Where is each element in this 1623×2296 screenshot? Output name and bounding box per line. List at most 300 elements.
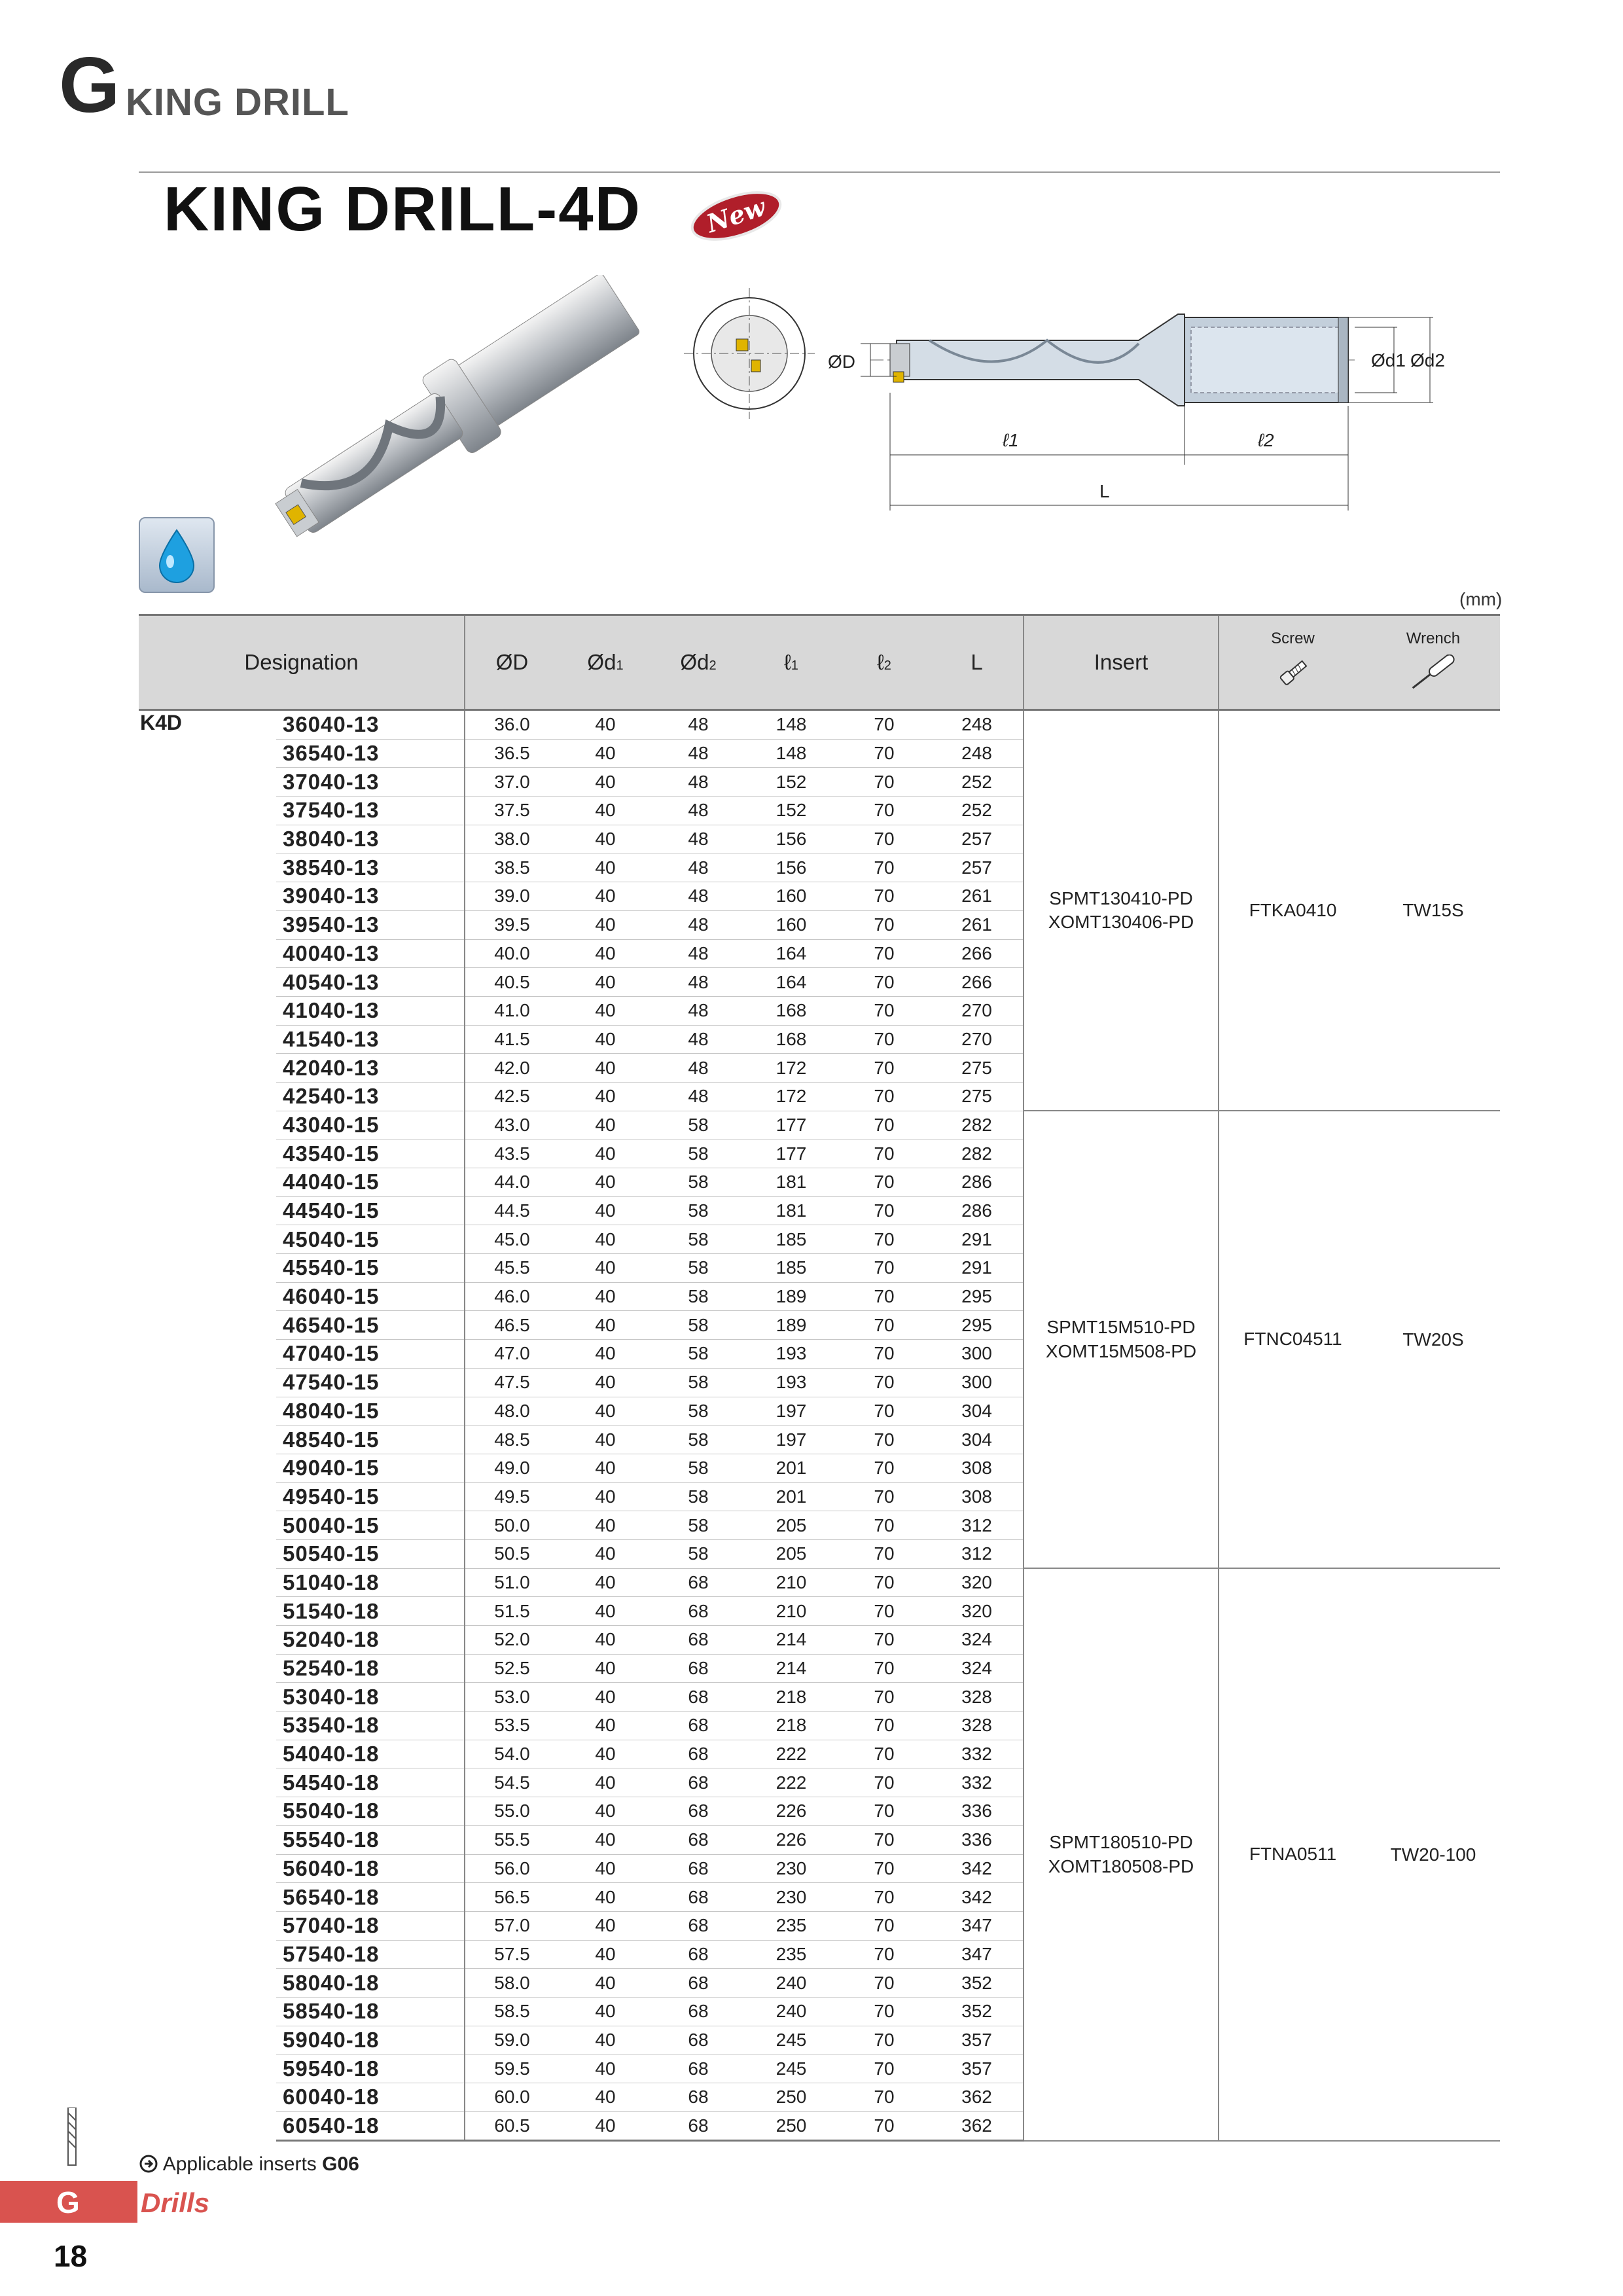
cell-d1: 40 [559,853,652,882]
cell-l1: 197 [745,1397,838,1426]
cell-l1: 230 [745,1854,838,1883]
insert-code: XOMT15M508-PD [1045,1340,1197,1361]
cell-L: 252 [931,768,1024,797]
cell-designation: 37540-13 [276,797,465,825]
cell-D: 42.0 [465,1054,559,1083]
cell-l2: 70 [838,2054,931,2083]
cell-designation: 47540-15 [276,1368,465,1397]
cell-d1: 40 [559,968,652,997]
cell-designation: 54040-18 [276,1740,465,1768]
arrow-circle-icon [139,2154,158,2174]
cell-d1: 40 [559,1397,652,1426]
applicable-inserts-note[interactable] [139,2153,359,2176]
cell-D: 46.0 [465,1282,559,1311]
cell-d2: 58 [652,1340,745,1369]
cell-L: 282 [931,1111,1024,1139]
cell-d1: 40 [559,1654,652,1683]
cell-designation: 53040-18 [276,1683,465,1712]
cell-l2: 70 [838,1397,931,1426]
cell-designation: 43540-15 [276,1139,465,1168]
cell-l2: 70 [838,1712,931,1740]
cell-l1: 164 [745,968,838,997]
cell-l1: 245 [745,2026,838,2054]
drawing-label-l2: ℓ2 [1258,430,1274,450]
cell-l1: 168 [745,996,838,1025]
cell-d1: 40 [559,1111,652,1139]
cell-L: 300 [931,1368,1024,1397]
cell-d2: 68 [652,1825,745,1854]
cell-d2: 48 [652,1054,745,1083]
cell-d1: 40 [559,882,652,911]
cell-L: 261 [931,910,1024,939]
cell-L: 282 [931,1139,1024,1168]
cell-d2: 68 [652,1997,745,2026]
cell-d2: 58 [652,1111,745,1139]
insert-cell [1024,1568,1219,2141]
cell-l2: 70 [838,1426,931,1454]
cell-l1: 152 [745,768,838,797]
cell-designation: 43040-15 [276,1111,465,1139]
cell-d1: 40 [559,1139,652,1168]
cell-L: 352 [931,1997,1024,2026]
cell-L: 261 [931,882,1024,911]
cell-l2: 70 [838,1940,931,1969]
section-tab-letter: G [56,2185,80,2219]
cell-l2: 70 [838,1196,931,1225]
cell-l1: 185 [745,1254,838,1283]
cell-D: 49.0 [465,1454,559,1482]
drawing-label-d1: Ød1 [1371,350,1406,370]
cell-l2: 70 [838,1225,931,1254]
cell-d2: 58 [652,1311,745,1340]
cell-L: 332 [931,1740,1024,1768]
cell-l1: 193 [745,1368,838,1397]
cell-d1: 40 [559,710,652,740]
cell-L: 336 [931,1797,1024,1826]
cell-L: 347 [931,1911,1024,1940]
cell-l2: 70 [838,825,931,853]
cell-d2: 68 [652,1654,745,1683]
insert-cell [1024,710,1219,1111]
cell-l2: 70 [838,1111,931,1139]
cell-designation: 59540-18 [276,2054,465,2083]
cell-l2: 70 [838,2026,931,2054]
cell-designation: 56540-18 [276,1883,465,1912]
cell-l2: 70 [838,1025,931,1054]
cell-l2: 70 [838,1254,931,1283]
cell-d1: 40 [559,1340,652,1369]
screw-code: FTNA0511 [1219,1568,1366,2141]
cell-designation: 52040-18 [276,1626,465,1655]
drawing-label-D: ØD [828,351,855,372]
cell-d1: 40 [559,1712,652,1740]
cell-L: 320 [931,1597,1024,1626]
cell-d1: 40 [559,996,652,1025]
cell-D: 53.0 [465,1683,559,1712]
cell-l1: 172 [745,1082,838,1111]
cell-l1: 148 [745,739,838,768]
cell-l1: 218 [745,1683,838,1712]
header-l1-label: ℓ [784,650,791,674]
drill-side-icon [64,2108,80,2166]
screw-code: FTNC04511 [1219,1111,1366,1568]
drawing-label-d2: Ød2 [1410,350,1445,370]
cell-l1: 205 [745,1511,838,1540]
header-wrench-label: Wrench [1406,629,1461,647]
insert-code: SPMT130410-PD [1049,888,1193,908]
cell-L: 357 [931,2026,1024,2054]
cell-l1: 185 [745,1225,838,1254]
cell-designation: 40040-13 [276,939,465,968]
cell-D: 49.5 [465,1482,559,1511]
cell-D: 58.5 [465,1997,559,2026]
screw-code: FTKA0410 [1219,710,1366,1111]
cell-l2: 70 [838,882,931,911]
unit-label: (mm) [1459,589,1503,609]
cell-designation: 36540-13 [276,739,465,768]
cell-L: 270 [931,1025,1024,1054]
cell-l2: 70 [838,1997,931,2026]
cell-designation: 42040-13 [276,1054,465,1083]
cell-d2: 48 [652,853,745,882]
wrench-code: TW20-100 [1366,1568,1500,2141]
cell-l2: 70 [838,1539,931,1568]
cell-designation: 38040-13 [276,825,465,853]
cell-L: 295 [931,1311,1024,1340]
cell-l1: 189 [745,1311,838,1340]
cell-designation: 50540-15 [276,1539,465,1568]
cell-d1: 40 [559,1426,652,1454]
cell-d2: 68 [652,1597,745,1626]
cell-d2: 68 [652,2111,745,2141]
cell-designation: 49540-15 [276,1482,465,1511]
cell-d2: 68 [652,1740,745,1768]
header-l2-sub: 2 [883,658,891,673]
cell-d2: 68 [652,1969,745,1998]
cell-D: 37.5 [465,797,559,825]
cell-d2: 68 [652,1883,745,1912]
cell-d1: 40 [559,1854,652,1883]
cell-L: 320 [931,1568,1024,1597]
cell-L: 352 [931,1969,1024,1998]
cell-L: 300 [931,1340,1024,1369]
cell-l1: 250 [745,2083,838,2112]
cell-d1: 40 [559,1025,652,1054]
cell-designation: 44040-15 [276,1168,465,1197]
cell-designation: 59040-18 [276,2026,465,2054]
cell-D: 59.0 [465,2026,559,2054]
cell-l1: 189 [745,1282,838,1311]
cell-l1: 240 [745,1997,838,2026]
cell-designation: 46040-15 [276,1282,465,1311]
cell-d2: 68 [652,1797,745,1826]
cell-d1: 40 [559,1539,652,1568]
cell-l1: 226 [745,1825,838,1854]
header-l2-label: ℓ [877,650,884,674]
cell-l2: 70 [838,1454,931,1482]
cell-designation: 54540-18 [276,1768,465,1797]
cell-d1: 40 [559,797,652,825]
technical-drawing [681,262,1479,524]
cell-d2: 68 [652,1712,745,1740]
cell-D: 41.0 [465,996,559,1025]
cell-d2: 58 [652,1254,745,1283]
insert-code: XOMT130406-PD [1048,912,1194,933]
cell-d1: 40 [559,939,652,968]
cell-l1: 160 [745,882,838,911]
cell-d2: 48 [652,968,745,997]
cell-l2: 70 [838,1168,931,1197]
cell-l1: 235 [745,1940,838,1969]
cell-l2: 70 [838,1139,931,1168]
cell-l1: 181 [745,1168,838,1197]
cell-l2: 70 [838,1768,931,1797]
cell-L: 275 [931,1054,1024,1083]
cell-d1: 40 [559,1911,652,1940]
section-letter: G [59,41,120,129]
cell-l1: 156 [745,853,838,882]
cell-d2: 48 [652,710,745,740]
header-L: L [931,615,1024,710]
cell-d1: 40 [559,1282,652,1311]
cell-d2: 68 [652,1568,745,1597]
table-row [139,1568,1500,1597]
cell-designation: 48040-15 [276,1397,465,1426]
header-designation: Designation [139,615,465,710]
cell-d1: 40 [559,1168,652,1197]
cell-D: 47.5 [465,1368,559,1397]
cell-designation: 55540-18 [276,1825,465,1854]
cell-D: 45.5 [465,1254,559,1283]
cell-l2: 70 [838,1311,931,1340]
cell-d2: 48 [652,1025,745,1054]
cell-L: 270 [931,996,1024,1025]
cell-D: 54.5 [465,1768,559,1797]
drawing-label-L: L [1099,481,1110,501]
cell-l2: 70 [838,1597,931,1626]
series-label: K4D [140,711,183,734]
cell-d2: 48 [652,825,745,853]
cell-d1: 40 [559,1969,652,1998]
cell-d1: 40 [559,1683,652,1712]
cell-designation: 39540-13 [276,910,465,939]
cell-d1: 40 [559,1254,652,1283]
cell-d1: 40 [559,1311,652,1340]
cell-D: 55.5 [465,1825,559,1854]
cell-D: 50.0 [465,1511,559,1540]
cell-D: 52.0 [465,1626,559,1655]
cell-d1: 40 [559,1368,652,1397]
cell-l1: 177 [745,1139,838,1168]
cell-d1: 40 [559,825,652,853]
cell-d1: 40 [559,910,652,939]
cell-l2: 70 [838,1511,931,1540]
header-d2-sub: 2 [709,658,717,673]
header-d1-sub: 1 [616,658,624,673]
cell-d2: 58 [652,1168,745,1197]
insert-code: SPMT180510-PD [1049,1832,1193,1853]
cell-l2: 70 [838,2083,931,2112]
cell-l2: 70 [838,1568,931,1597]
wrench-code: TW15S [1366,710,1500,1111]
cell-l1: 214 [745,1654,838,1683]
cell-d1: 40 [559,1997,652,2026]
cell-L: 304 [931,1397,1024,1426]
cell-D: 51.5 [465,1597,559,1626]
cell-d2: 58 [652,1139,745,1168]
cell-D: 60.5 [465,2111,559,2141]
cell-l2: 70 [838,1654,931,1683]
cell-D: 40.5 [465,968,559,997]
wrench-icon [1404,655,1463,691]
cell-d2: 68 [652,1683,745,1712]
cell-l1: 177 [745,1111,838,1139]
header-l1-sub: 1 [791,658,798,673]
cell-L: 342 [931,1854,1024,1883]
cell-d1: 40 [559,1454,652,1482]
cell-d1: 40 [559,2054,652,2083]
cell-designation: 56040-18 [276,1854,465,1883]
header-D: ØD [465,615,559,710]
cell-designation: 48540-15 [276,1426,465,1454]
header-l1 [745,615,838,710]
cell-designation: 53540-18 [276,1712,465,1740]
cell-designation: 57540-18 [276,1940,465,1969]
cell-d2: 58 [652,1482,745,1511]
cell-l2: 70 [838,1683,931,1712]
applicable-inserts-label: Applicable inserts [162,2153,317,2175]
cell-L: 248 [931,739,1024,768]
cell-l2: 70 [838,710,931,740]
drawing-label-l1: ℓ1 [1003,430,1019,450]
cell-D: 37.0 [465,768,559,797]
cell-L: 362 [931,2111,1024,2141]
header-divider [139,171,1500,173]
header-l2 [838,615,931,710]
cell-d1: 40 [559,1482,652,1511]
cell-L: 291 [931,1254,1024,1283]
cell-d2: 58 [652,1511,745,1540]
cell-D: 43.0 [465,1111,559,1139]
cell-d2: 68 [652,1940,745,1969]
cell-l2: 70 [838,910,931,939]
cell-designation: 47040-15 [276,1340,465,1369]
cell-d1: 40 [559,1196,652,1225]
drill-photo [229,275,687,550]
coolant-through-icon [139,517,215,593]
cell-l1: 226 [745,1797,838,1826]
cell-l2: 70 [838,1883,931,1912]
header-screw-label: Screw [1271,629,1315,647]
cell-D: 56.0 [465,1854,559,1883]
cell-l1: 230 [745,1883,838,1912]
cell-designation: 39040-13 [276,882,465,911]
cell-designation: 41540-13 [276,1025,465,1054]
cell-d2: 68 [652,1768,745,1797]
cell-d1: 40 [559,1511,652,1540]
cell-l2: 70 [838,739,931,768]
cell-d2: 58 [652,1426,745,1454]
cell-D: 40.0 [465,939,559,968]
cell-l1: 245 [745,2054,838,2083]
cell-L: 312 [931,1539,1024,1568]
cell-l1: 152 [745,797,838,825]
cell-L: 308 [931,1454,1024,1482]
cell-d1: 40 [559,2111,652,2141]
cell-L: 266 [931,939,1024,968]
cell-L: 286 [931,1168,1024,1197]
cell-d2: 48 [652,996,745,1025]
header-wrench [1366,615,1500,710]
cell-L: 286 [931,1196,1024,1225]
cell-l1: 250 [745,2111,838,2141]
cell-d2: 48 [652,939,745,968]
cell-L: 295 [931,1282,1024,1311]
cell-d1: 40 [559,1740,652,1768]
cell-D: 38.5 [465,853,559,882]
cell-l1: 168 [745,1025,838,1054]
cell-D: 39.5 [465,910,559,939]
cell-designation: 44540-15 [276,1196,465,1225]
cell-d1: 40 [559,2083,652,2112]
cell-d1: 40 [559,1825,652,1854]
cell-D: 41.5 [465,1025,559,1054]
cell-L: 275 [931,1082,1024,1111]
header-screw [1219,615,1366,710]
cell-l2: 70 [838,1825,931,1854]
cell-D: 59.5 [465,2054,559,2083]
applicable-inserts-page-ref[interactable]: G06 [322,2153,359,2175]
cell-d2: 58 [652,1282,745,1311]
cell-D: 48.0 [465,1397,559,1426]
screw-icon [1274,655,1313,691]
cell-l2: 70 [838,939,931,968]
cell-l2: 70 [838,1340,931,1369]
cell-D: 50.5 [465,1539,559,1568]
cell-l1: 193 [745,1340,838,1369]
cell-l2: 70 [838,1969,931,1998]
cell-D: 51.0 [465,1568,559,1597]
cell-designation: 52540-18 [276,1654,465,1683]
section-title: KING DRILL [126,81,349,124]
insert-code: SPMT15M510-PD [1046,1317,1196,1338]
cell-d2: 48 [652,910,745,939]
cell-L: 342 [931,1883,1024,1912]
cell-l2: 70 [838,2111,931,2141]
cell-l1: 156 [745,825,838,853]
cell-l1: 201 [745,1482,838,1511]
new-badge-label: New [703,192,770,239]
cell-D: 48.5 [465,1426,559,1454]
cell-D: 58.0 [465,1969,559,1998]
cell-l2: 70 [838,996,931,1025]
cell-d2: 48 [652,768,745,797]
cell-d1: 40 [559,768,652,797]
cell-d2: 48 [652,797,745,825]
table-header-row [139,615,1500,710]
cell-designation: 51040-18 [276,1568,465,1597]
cell-d2: 58 [652,1397,745,1426]
cell-D: 43.5 [465,1139,559,1168]
cell-L: 362 [931,2083,1024,2112]
table-row [139,710,1500,740]
cell-d2: 68 [652,2083,745,2112]
cell-L: 357 [931,2054,1024,2083]
cell-l2: 70 [838,1740,931,1768]
cell-designation: 55040-18 [276,1797,465,1826]
cell-d2: 68 [652,1911,745,1940]
cell-l1: 222 [745,1740,838,1768]
